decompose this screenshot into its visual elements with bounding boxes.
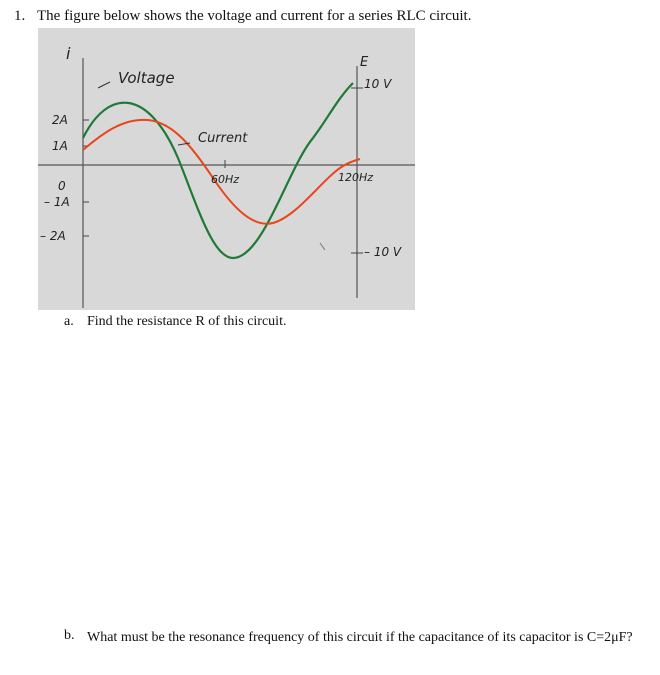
label-1a: 1A bbox=[52, 139, 68, 153]
label-neg1a: – 1A bbox=[44, 195, 70, 209]
part-a-label: a. bbox=[64, 314, 74, 329]
part-b-text: What must be the resonance frequency of this circuit if the capacitance of its capacitor is C=2μF? bbox=[87, 630, 633, 645]
label-neg2a: – 2A bbox=[40, 229, 66, 243]
neg-10v-label: – 10 V bbox=[364, 245, 402, 259]
i-axis-label: i bbox=[66, 44, 71, 63]
label-60hz: 60Hz bbox=[211, 173, 240, 186]
voltage-arrow bbox=[98, 82, 110, 88]
rlc-waveform-figure bbox=[38, 28, 415, 310]
waveform-plot bbox=[38, 28, 415, 310]
voltage-label: Voltage bbox=[118, 69, 175, 87]
label-2a: 2A bbox=[52, 113, 68, 127]
voltage-curve bbox=[83, 83, 353, 258]
label-0: 0 bbox=[58, 179, 66, 193]
part-b-label: b. bbox=[64, 628, 75, 643]
label-120hz: 120Hz bbox=[338, 171, 374, 184]
question-text: The figure below shows the voltage and current for a series RLC circuit. bbox=[37, 8, 472, 24]
pos-10v-label: 10 V bbox=[364, 77, 392, 91]
part-a-text: Find the resistance R of this circuit. bbox=[87, 314, 287, 329]
current-label: Current bbox=[198, 131, 248, 146]
question-number: 1. bbox=[14, 8, 26, 24]
stray-mark bbox=[320, 243, 325, 250]
e-axis-label: E bbox=[360, 55, 369, 70]
